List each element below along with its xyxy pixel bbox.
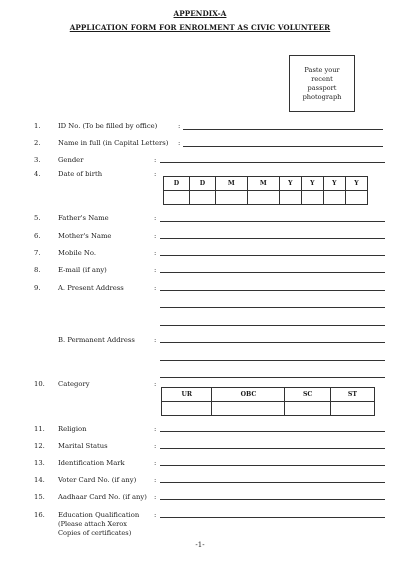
dob-input-cell[interactable] [215,191,247,205]
field-colon: : [178,139,181,147]
permanent-address-input-line[interactable] [160,342,385,343]
field-number: 12. [34,442,45,450]
photo-box-line: passport [307,84,337,92]
dob-input-cell[interactable] [247,191,279,205]
field-colon: : [154,266,157,274]
permanent-address-input-line[interactable] [160,377,385,378]
field-number: 14. [34,476,45,484]
field-colon: : [154,442,157,450]
field-number: 13. [34,459,45,467]
category-input-cell[interactable] [285,402,331,416]
category-input-row [162,402,375,416]
photo-box-line: recent [311,75,333,83]
dob-header-row [164,177,368,191]
education-input-line[interactable] [160,517,385,518]
dob-input-cell[interactable] [323,191,345,205]
appendix-heading: APPENDIX-A [173,9,227,18]
education-note: (Please attach Xerox [58,520,127,528]
present-address-input-line[interactable] [160,290,385,291]
form-title: APPLICATION FORM FOR ENROLMENT AS CIVIC VOLUNTEER [69,23,331,32]
present-address-input-line[interactable] [160,325,385,326]
mobile-input-line[interactable] [160,255,385,256]
field-number: 15. [34,493,45,501]
field-label: Marital Status [58,442,108,450]
dob-header-cell: Y [301,177,323,191]
field-label: Gender [58,156,84,164]
field-label: A. Present Address [58,284,124,292]
marital-status-input-line[interactable] [160,448,385,449]
education-note: Copies of certificates) [58,529,132,537]
field-number: 11. [34,425,45,433]
category-grid [161,387,375,416]
field-number: 9. [34,284,41,292]
field-number: 16. [34,511,45,519]
field-label: Name in full (in Capital Letters) [58,139,169,147]
dob-header-cell: D [189,177,215,191]
category-input-cell[interactable] [162,402,212,416]
field-colon: : [154,170,157,178]
dob-input-cell[interactable] [345,191,367,205]
dob-input-cell[interactable] [279,191,301,205]
field-colon: : [154,459,157,467]
dob-header-cell: Y [345,177,367,191]
field-number: 1. [34,122,41,130]
category-header-row [162,388,375,402]
present-address-input-line[interactable] [160,307,385,308]
id-no-input-line[interactable] [183,129,383,130]
field-label: Father's Name [58,214,109,222]
field-label: E-mail (if any) [58,266,107,274]
field-colon: : [154,249,157,257]
field-label: Category [58,380,90,388]
field-number: 10. [34,380,45,388]
field-colon: : [154,493,157,501]
field-number: 3. [34,156,41,164]
gender-input-line[interactable] [160,162,385,163]
field-label: ID No. (To be filled by office) [58,122,158,130]
field-colon: : [154,156,157,164]
field-label: Voter Card No. (if any) [58,476,137,484]
field-number: 2. [34,139,41,147]
photo-box-line: Paste your [304,66,340,74]
aadhaar-card-input-line[interactable] [160,499,385,500]
dob-header-cell: M [247,177,279,191]
field-colon: : [154,476,157,484]
field-number: 8. [34,266,41,274]
field-label: Mother's Name [58,232,112,240]
field-number: 4. [34,170,41,178]
category-input-cell[interactable] [330,402,374,416]
dob-input-cell[interactable] [301,191,323,205]
field-colon: : [154,511,157,519]
category-input-cell[interactable] [212,402,285,416]
religion-input-line[interactable] [160,431,385,432]
mothers-name-input-line[interactable] [160,238,385,239]
field-colon: : [154,214,157,222]
dob-header-cell: Y [323,177,345,191]
fathers-name-input-line[interactable] [160,221,385,222]
field-label: Education Qualification [58,511,140,519]
dob-input-cell[interactable] [164,191,190,205]
dob-header-cell: Y [279,177,301,191]
field-colon: : [154,380,157,388]
dob-input-cell[interactable] [189,191,215,205]
field-colon: : [154,232,157,240]
category-header-cell: SC [285,388,331,402]
field-number: 7. [34,249,41,257]
voter-card-input-line[interactable] [160,482,385,483]
category-header-cell: OBC [212,388,285,402]
field-colon: : [154,284,157,292]
photo-box[interactable] [289,55,355,112]
category-header-cell: ST [330,388,374,402]
permanent-address-input-line[interactable] [160,360,385,361]
field-colon: : [154,425,157,433]
field-colon: : [178,122,181,130]
identification-mark-input-line[interactable] [160,465,385,466]
field-label: Mobile No. [58,249,97,257]
field-label: Date of birth [58,170,103,178]
field-label: B. Permanent Address [58,336,135,344]
field-label: Identification Mark [58,459,125,467]
full-name-input-line[interactable] [183,146,383,147]
page-number: -1- [195,541,205,549]
dob-input-row [164,191,368,205]
field-number: 5. [34,214,41,222]
dob-grid [163,176,368,205]
field-number: 6. [34,232,41,240]
field-label: Aadhaar Card No. (if any) [58,493,147,501]
dob-header-cell: M [215,177,247,191]
category-header-cell: UR [162,388,212,402]
photo-box-line: photograph [302,93,342,101]
dob-header-cell: D [164,177,190,191]
field-label: Religion [58,425,87,433]
field-colon: : [154,336,157,344]
email-input-line[interactable] [160,272,385,273]
